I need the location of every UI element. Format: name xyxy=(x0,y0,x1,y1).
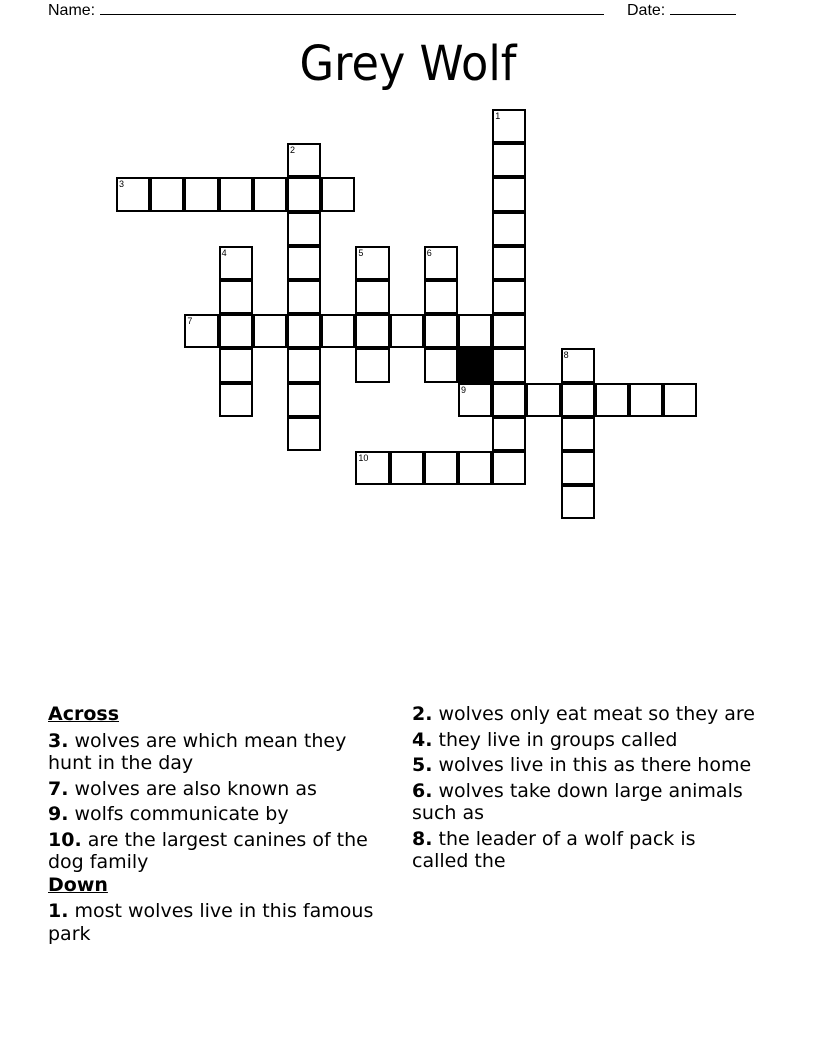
clue-number: 8. xyxy=(412,827,433,850)
cell-number: 8 xyxy=(563,350,569,361)
grid-cell[interactable] xyxy=(458,383,492,417)
grid-cell[interactable] xyxy=(526,383,560,417)
grid-cell[interactable] xyxy=(355,348,389,382)
grid-cell[interactable] xyxy=(492,348,526,382)
grid-cell[interactable] xyxy=(424,348,458,382)
grid-cell[interactable] xyxy=(424,451,458,485)
grid-cell[interactable] xyxy=(253,314,287,348)
clue-down-5 xyxy=(412,754,757,777)
grid-cell[interactable] xyxy=(492,314,526,348)
grid-cell[interactable] xyxy=(287,314,321,348)
clue-text: wolves take down large animals such as xyxy=(412,779,743,824)
clue-text: wolves live in this as there home xyxy=(438,754,752,776)
grid-cell[interactable] xyxy=(150,177,184,211)
grid-cell[interactable] xyxy=(184,314,218,348)
date-label: Date: xyxy=(627,2,666,19)
clue-number: 7. xyxy=(48,777,69,800)
cell-number: 3 xyxy=(119,179,125,190)
clue-text: wolves only eat meat so they are xyxy=(438,703,755,725)
clue-across-3 xyxy=(48,730,393,775)
cell-number: 9 xyxy=(461,384,467,395)
grid-cell[interactable] xyxy=(219,314,253,348)
clue-text: most wolves live in this famous park xyxy=(48,900,374,945)
grid-cell[interactable] xyxy=(287,177,321,211)
grid-cell[interactable] xyxy=(219,348,253,382)
clue-number: 2. xyxy=(412,703,433,725)
grid-cell[interactable] xyxy=(219,383,253,417)
grid-cell[interactable] xyxy=(629,383,663,417)
clue-text: they live in groups called xyxy=(438,728,678,751)
clue-number: 1. xyxy=(48,900,69,922)
grid-cell[interactable] xyxy=(492,212,526,246)
clue-across-9 xyxy=(48,803,393,826)
grid-cell[interactable] xyxy=(663,383,697,417)
grid-cell[interactable] xyxy=(561,348,595,382)
grid-cell[interactable] xyxy=(492,417,526,451)
clue-number: 5. xyxy=(412,754,433,776)
grid-cell[interactable] xyxy=(561,451,595,485)
clue-number: 9. xyxy=(48,803,69,825)
clue-down-6 xyxy=(412,780,757,825)
grid-cell[interactable] xyxy=(390,314,424,348)
grid-cell[interactable] xyxy=(287,246,321,280)
grid-cell[interactable] xyxy=(492,451,526,485)
grid-cell[interactable] xyxy=(287,417,321,451)
cell-number: 5 xyxy=(358,247,364,258)
grid-cell[interactable] xyxy=(561,485,595,519)
grid-cell[interactable] xyxy=(355,314,389,348)
clue-number: 4. xyxy=(412,728,433,751)
grid-cell[interactable] xyxy=(424,246,458,280)
clue-text: wolves are also known as xyxy=(74,777,317,800)
grid-cell[interactable] xyxy=(355,280,389,314)
clue-down-8 xyxy=(412,828,757,873)
grid-cell[interactable] xyxy=(287,348,321,382)
page-title: Grey Wolf xyxy=(299,36,517,92)
grid-cell[interactable] xyxy=(492,109,526,143)
grid-cell[interactable] xyxy=(390,451,424,485)
grid-cell[interactable] xyxy=(595,383,629,417)
clue-text: are the largest canines of the dog family xyxy=(48,828,368,873)
down-heading: Down xyxy=(48,873,108,896)
grid-cell[interactable] xyxy=(492,177,526,211)
clue-down-2 xyxy=(412,703,757,726)
clue-number: 3. xyxy=(48,729,69,752)
black-cell xyxy=(458,348,492,382)
grid-cell[interactable] xyxy=(116,177,150,211)
grid-cell[interactable] xyxy=(219,280,253,314)
clue-down-1 xyxy=(48,900,393,945)
grid-cell[interactable] xyxy=(458,451,492,485)
grid-cell[interactable] xyxy=(219,246,253,280)
clue-down-4 xyxy=(412,729,757,752)
grid-cell[interactable] xyxy=(561,383,595,417)
grid-cell[interactable] xyxy=(424,314,458,348)
clue-text: the leader of a wolf pack is called the xyxy=(412,827,696,872)
clue-number: 6. xyxy=(412,779,433,802)
grid-cell[interactable] xyxy=(253,177,287,211)
grid-cell[interactable] xyxy=(492,280,526,314)
grid-cell[interactable] xyxy=(287,143,321,177)
grid-cell[interactable] xyxy=(458,314,492,348)
grid-cell[interactable] xyxy=(219,177,253,211)
cell-number: 1 xyxy=(495,111,501,121)
grid-cell[interactable] xyxy=(321,314,355,348)
clues-column-left xyxy=(48,703,393,948)
across-heading: Across xyxy=(48,703,120,725)
grid-cell[interactable] xyxy=(184,177,218,211)
clue-text: wolfs communicate by xyxy=(74,803,289,825)
clue-across-7 xyxy=(48,778,393,801)
clue-number: 10. xyxy=(48,828,82,851)
cell-number: 2 xyxy=(290,145,296,156)
name-label: Name: xyxy=(48,2,96,19)
grid-cell[interactable] xyxy=(321,177,355,211)
grid-cell[interactable] xyxy=(287,280,321,314)
cell-number: 10 xyxy=(358,453,369,463)
cell-number: 6 xyxy=(426,247,432,258)
grid-cell[interactable] xyxy=(287,212,321,246)
grid-cell[interactable] xyxy=(355,451,389,485)
cell-number: 7 xyxy=(187,316,193,327)
grid-cell[interactable] xyxy=(355,246,389,280)
grid-cell[interactable] xyxy=(424,280,458,314)
clue-across-10 xyxy=(48,829,393,874)
grid-cell[interactable] xyxy=(561,417,595,451)
clue-text: wolves are which mean they hunt in the day xyxy=(48,729,347,774)
grid-cell[interactable] xyxy=(492,246,526,280)
grid-cell[interactable] xyxy=(492,383,526,417)
grid-cell[interactable] xyxy=(287,383,321,417)
clues-column-right xyxy=(412,703,757,876)
cell-number: 4 xyxy=(221,247,227,258)
grid-cell[interactable] xyxy=(492,143,526,177)
